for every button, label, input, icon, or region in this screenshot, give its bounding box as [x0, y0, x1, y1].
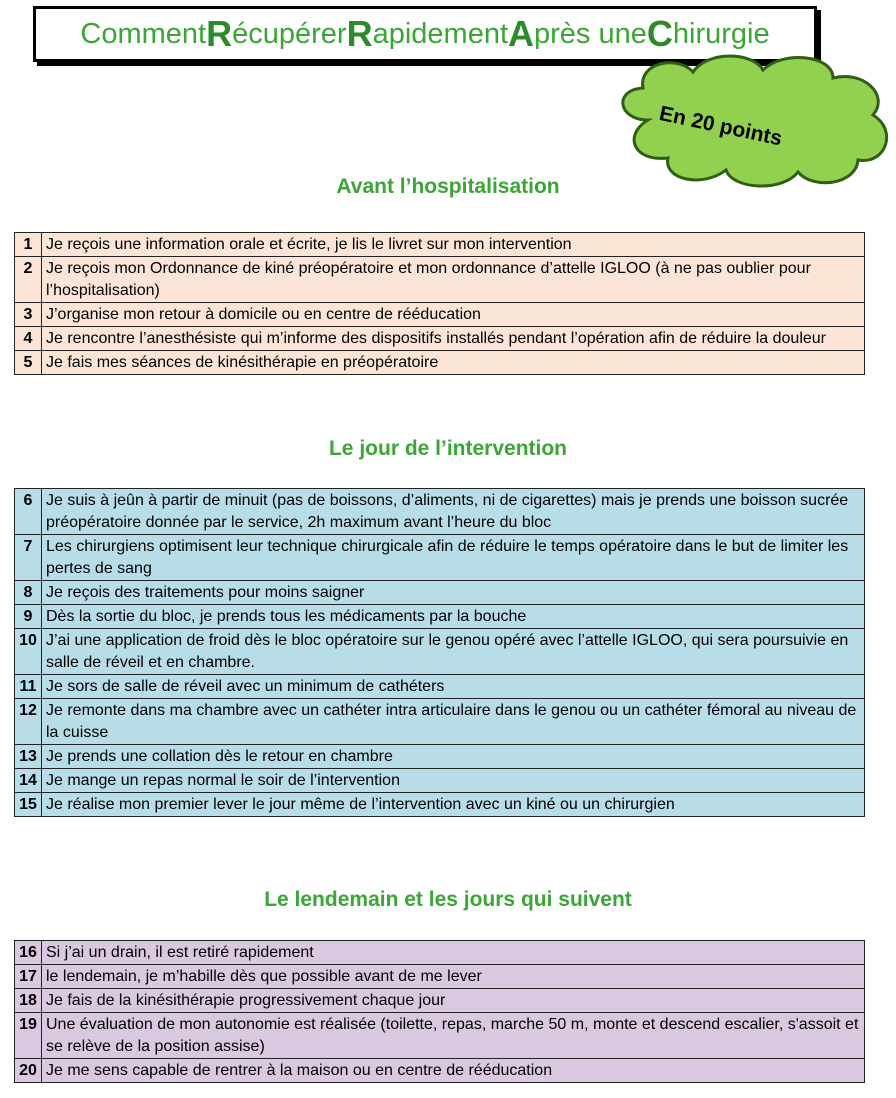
step-number: 1: [15, 233, 42, 257]
table-row: [15, 769, 865, 793]
title-initial: C: [646, 13, 673, 54]
step-number: 11: [15, 675, 42, 699]
step-number: 7: [15, 535, 42, 581]
table-row: [15, 941, 865, 965]
step-text: Je reçois une information orale et écrite, je lis le livret sur mon intervention: [42, 233, 865, 257]
step-text: Les chirurgiens optimisent leur technique chirurgicale afin de réduire le temps opératoire dans le but de limiter les pertes de sang: [42, 535, 865, 581]
step-number: 17: [15, 965, 42, 989]
step-text: Je remonte dans ma chambre avec un cathéter intra articulaire dans le genou ou un cathéter fémoral au niveau de la cuisse: [42, 699, 865, 745]
step-text: Je me sens capable de rentrer à la maison ou en centre de rééducation: [42, 1059, 865, 1083]
table-row: [15, 793, 865, 817]
step-text: Je prends une collation dès le retour en chambre: [42, 745, 865, 769]
title-part: hirurgie: [672, 17, 770, 50]
step-number: 16: [15, 941, 42, 965]
step-text: Dès la sortie du bloc, je prends tous les médicaments par la bouche: [42, 605, 865, 629]
table-row: [15, 629, 865, 675]
table-row: [15, 675, 865, 699]
title-part: écupérer: [232, 17, 347, 50]
step-text: Je rencontre l’anesthésiste qui m’informe des dispositifs installés pendant l’opération afin de réduire la douleur: [42, 327, 865, 351]
steps-table-day: [14, 488, 865, 817]
steps-table-after: [14, 940, 865, 1083]
step-text: Si j’ai un drain, il est retiré rapidement: [42, 941, 865, 965]
steps-table-before: [14, 232, 865, 375]
section-title-before: Avant l’hospitalisation: [336, 175, 560, 198]
title-part: près une: [534, 17, 647, 50]
badge-text: En 20 points: [657, 102, 785, 151]
table-row: [15, 605, 865, 629]
step-text: Je fais de la kinésithérapie progressivement chaque jour: [42, 989, 865, 1013]
table-row: [15, 233, 865, 257]
step-number: 2: [15, 257, 42, 303]
table-row: [15, 327, 865, 351]
step-number: 3: [15, 303, 42, 327]
step-text: J’organise mon retour à domicile ou en centre de rééducation: [42, 303, 865, 327]
step-number: 4: [15, 327, 42, 351]
step-text: Je suis à jeûn à partir de minuit (pas de boissons, d’aliments, ni de cigarettes) mais je prends une boisson sucrée préopératoire donnée par le service, 2h maximum avant l’heure du bloc: [42, 489, 865, 535]
step-number: 14: [15, 769, 42, 793]
step-number: 20: [15, 1059, 42, 1083]
step-number: 8: [15, 581, 42, 605]
table-row: [15, 535, 865, 581]
step-text: Je mange un repas normal le soir de l’intervention: [42, 769, 865, 793]
table-row: [15, 303, 865, 327]
step-text: Je réalise mon premier lever le jour même de l’intervention avec un kiné ou un chirurgien: [42, 793, 865, 817]
table-row: [15, 351, 865, 375]
table-row: [15, 699, 865, 745]
step-number: 5: [15, 351, 42, 375]
step-text: Je sors de salle de réveil avec un minimum de cathéters: [42, 675, 865, 699]
title-initial: A: [508, 13, 535, 54]
table-row: [15, 257, 865, 303]
step-text: le lendemain, je m’habille dès que possible avant de me lever: [42, 965, 865, 989]
step-number: 15: [15, 793, 42, 817]
step-number: 19: [15, 1013, 42, 1059]
table-row: [15, 489, 865, 535]
step-text: J’ai une application de froid dès le bloc opératoire sur le genou opéré avec l’attelle IGLOO, qui sera poursuivie en salle de réveil et en chambre.: [42, 629, 865, 675]
table-row: [15, 965, 865, 989]
title-initial: R: [206, 13, 233, 54]
table-row: [15, 581, 865, 605]
step-number: 12: [15, 699, 42, 745]
step-text: Une évaluation de mon autonomie est réalisée (toilette, repas, marche 50 m, monte et descend escalier, s'assoit et se relève de la position assise): [42, 1013, 865, 1059]
title-initial: R: [346, 13, 373, 54]
section-title-day: Le jour de l’intervention: [328, 437, 568, 460]
step-text: Je reçois mon Ordonnance de kiné préopératoire et mon ordonnance d’attelle IGLOO (à ne pas oublier pour l’hospitalisation): [42, 257, 865, 303]
title-part: apidement: [372, 17, 509, 50]
table-row: [15, 1013, 865, 1059]
step-text: Je reçois des traitements pour moins saigner: [42, 581, 865, 605]
table-row: [15, 1059, 865, 1083]
step-number: 6: [15, 489, 42, 535]
table-row: [15, 745, 865, 769]
section-title-after: Le lendemain et les jours qui suivent: [264, 888, 632, 911]
step-number: 13: [15, 745, 42, 769]
step-number: 9: [15, 605, 42, 629]
step-number: 18: [15, 989, 42, 1013]
step-number: 10: [15, 629, 42, 675]
table-row: [15, 989, 865, 1013]
step-text: Je fais mes séances de kinésithérapie en préopératoire: [42, 351, 865, 375]
title-part: Comment: [80, 17, 207, 50]
